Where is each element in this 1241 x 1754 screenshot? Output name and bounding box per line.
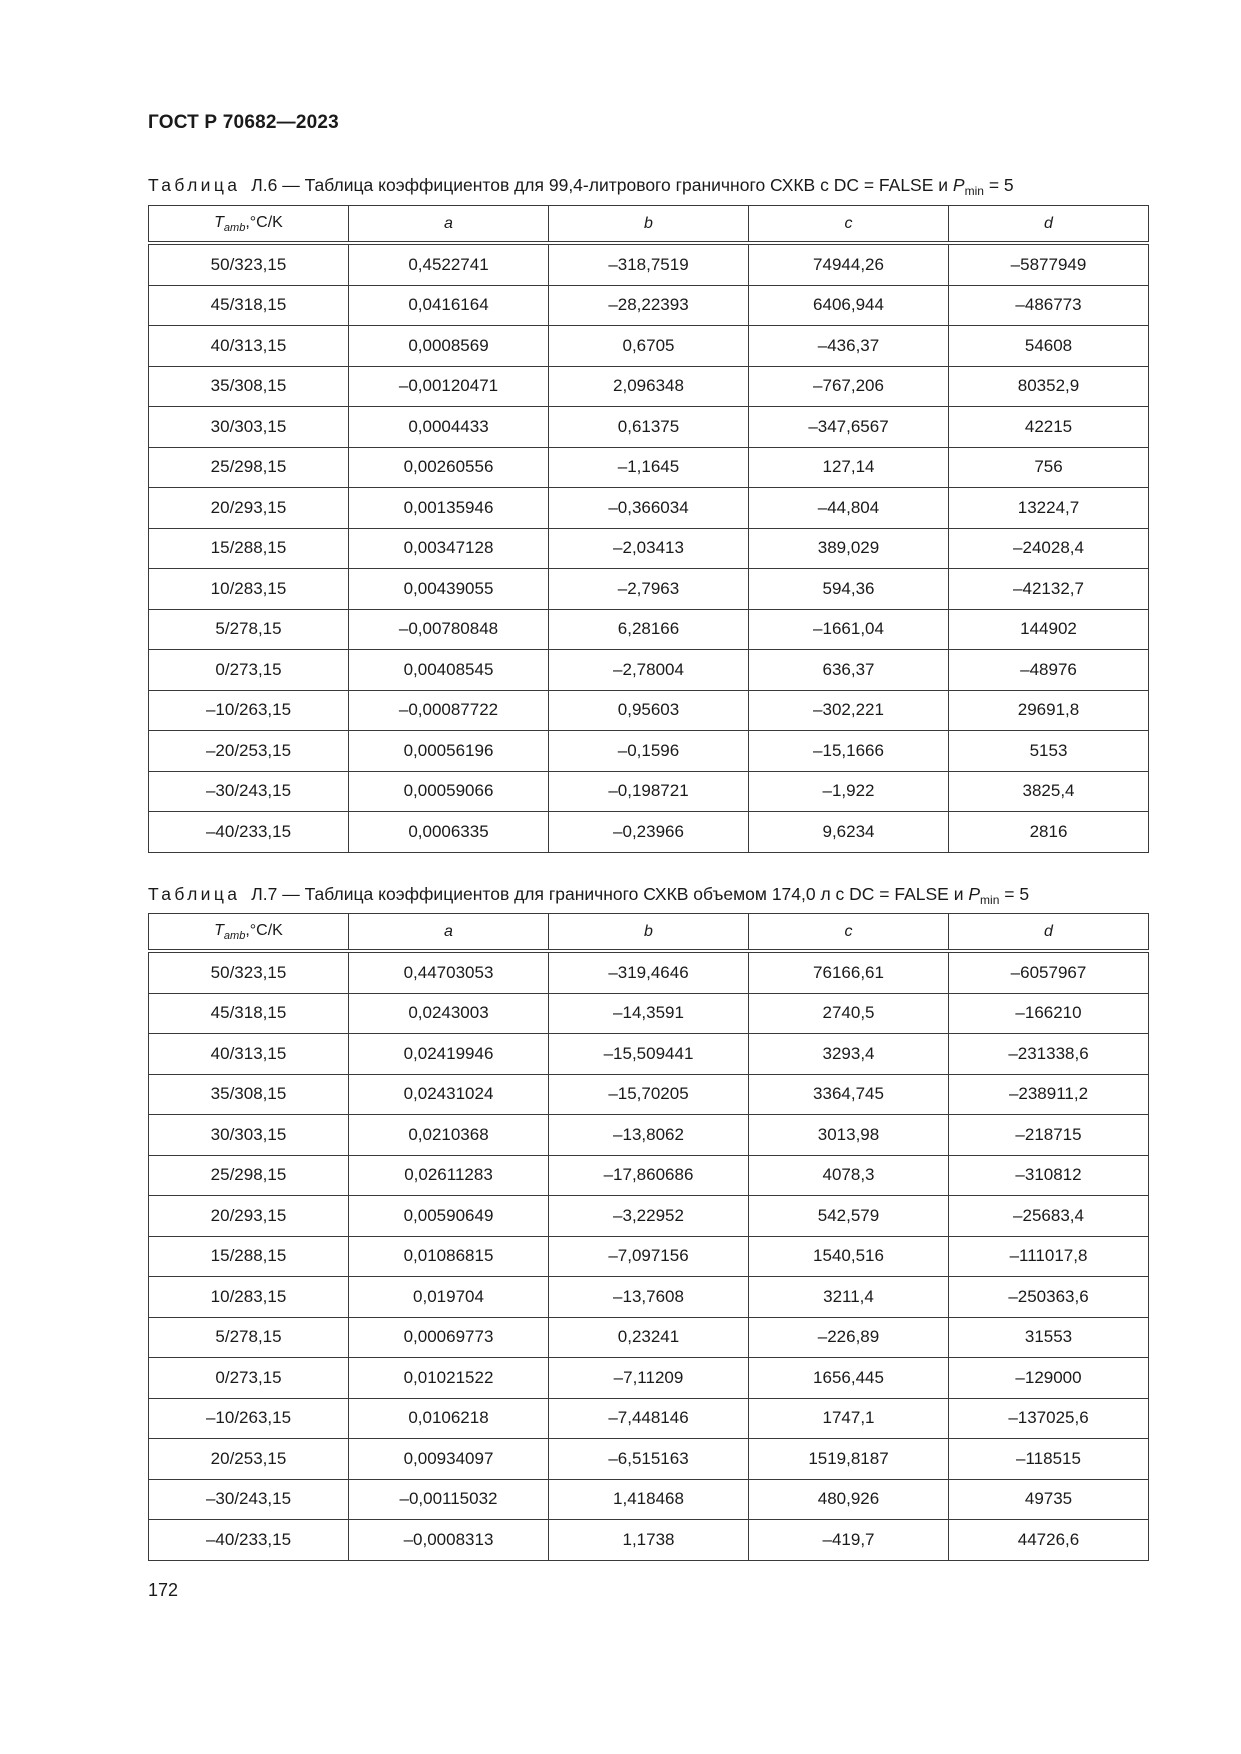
cell-temperature: 50/323,15 xyxy=(149,243,349,285)
cell-c: 6406,944 xyxy=(749,285,949,326)
caption-suffix: = 5 xyxy=(988,175,1014,195)
table-header-row xyxy=(149,206,1149,244)
cell-c: 1656,445 xyxy=(749,1358,949,1399)
header-temperature: $T_{amb},^\circ C/K$ xyxy=(149,914,349,952)
cell-temperature: –30/243,15 xyxy=(149,1479,349,1520)
table-row xyxy=(149,1358,1149,1399)
cell-a: 0,019704 xyxy=(349,1277,549,1318)
table-row xyxy=(149,1074,1149,1115)
table-header-row xyxy=(149,914,1149,952)
cell-d: –118515 xyxy=(949,1439,1149,1480)
table-row xyxy=(149,1034,1149,1075)
coefficient-table xyxy=(148,913,1149,1561)
cell-temperature: –20/253,15 xyxy=(149,731,349,772)
cell-b: –0,198721 xyxy=(549,771,749,812)
cell-b: 0,95603 xyxy=(549,690,749,731)
cell-a: 0,00439055 xyxy=(349,569,549,610)
table-row xyxy=(149,951,1149,993)
cell-temperature: 15/288,15 xyxy=(149,1236,349,1277)
cell-d: 2816 xyxy=(949,812,1149,853)
cell-b: 1,1738 xyxy=(549,1520,749,1561)
cell-d: 5153 xyxy=(949,731,1149,772)
cell-b: –15,509441 xyxy=(549,1034,749,1075)
cell-d: –250363,6 xyxy=(949,1277,1149,1318)
table-body xyxy=(149,951,1149,1560)
caption-suffix: = 5 xyxy=(1004,884,1030,904)
table-row xyxy=(149,1196,1149,1237)
cell-d: –42132,7 xyxy=(949,569,1149,610)
table-row xyxy=(149,1277,1149,1318)
cell-temperature: 20/293,15 xyxy=(149,1196,349,1237)
cell-temperature: –10/263,15 xyxy=(149,1398,349,1439)
cell-temperature: 35/308,15 xyxy=(149,1074,349,1115)
cell-b: 0,61375 xyxy=(549,407,749,448)
cell-c: 1747,1 xyxy=(749,1398,949,1439)
table-row xyxy=(149,1115,1149,1156)
cell-d: 29691,8 xyxy=(949,690,1149,731)
table-row xyxy=(149,1520,1149,1561)
table-row xyxy=(149,569,1149,610)
cell-b: –319,4646 xyxy=(549,951,749,993)
cell-temperature: 10/283,15 xyxy=(149,569,349,610)
caption-var: P xyxy=(968,884,981,904)
cell-temperature: 25/298,15 xyxy=(149,447,349,488)
cell-temperature: 35/308,15 xyxy=(149,366,349,407)
table-row xyxy=(149,731,1149,772)
cell-a: 0,00408545 xyxy=(349,650,549,691)
cell-a: 0,0106218 xyxy=(349,1398,549,1439)
cell-d: –137025,6 xyxy=(949,1398,1149,1439)
table-row xyxy=(149,243,1149,285)
cell-a: 0,00059066 xyxy=(349,771,549,812)
cell-d: –218715 xyxy=(949,1115,1149,1156)
cell-b: –2,03413 xyxy=(549,528,749,569)
table-row xyxy=(149,1236,1149,1277)
cell-temperature: 30/303,15 xyxy=(149,407,349,448)
cell-temperature: 5/278,15 xyxy=(149,1317,349,1358)
cell-a: –0,00780848 xyxy=(349,609,549,650)
cell-a: 0,0210368 xyxy=(349,1115,549,1156)
table-row xyxy=(149,1439,1149,1480)
cell-c: 594,36 xyxy=(749,569,949,610)
cell-temperature: –10/263,15 xyxy=(149,690,349,731)
cell-b: 2,096348 xyxy=(549,366,749,407)
caption-label: Таблица xyxy=(148,884,241,904)
table-row xyxy=(149,1317,1149,1358)
cell-temperature: 30/303,15 xyxy=(149,1115,349,1156)
header-d: d xyxy=(949,914,1149,952)
header-a: a xyxy=(349,914,549,952)
caption-var: P xyxy=(952,175,965,195)
table-caption xyxy=(148,175,1014,198)
cell-temperature: 45/318,15 xyxy=(149,285,349,326)
table-row xyxy=(149,690,1149,731)
cell-d: 756 xyxy=(949,447,1149,488)
cell-d: 49735 xyxy=(949,1479,1149,1520)
cell-c: 3211,4 xyxy=(749,1277,949,1318)
cell-a: 0,02419946 xyxy=(349,1034,549,1075)
table-row xyxy=(149,447,1149,488)
cell-temperature: 15/288,15 xyxy=(149,528,349,569)
cell-a: 0,01086815 xyxy=(349,1236,549,1277)
cell-c: 2740,5 xyxy=(749,993,949,1034)
cell-temperature: –30/243,15 xyxy=(149,771,349,812)
table-row xyxy=(149,1398,1149,1439)
cell-a: 0,00347128 xyxy=(349,528,549,569)
cell-c: 4078,3 xyxy=(749,1155,949,1196)
cell-b: –1,1645 xyxy=(549,447,749,488)
cell-temperature: 45/318,15 xyxy=(149,993,349,1034)
cell-b: –2,78004 xyxy=(549,650,749,691)
header-b: b xyxy=(549,914,749,952)
cell-b: –7,11209 xyxy=(549,1358,749,1399)
cell-c: 9,6234 xyxy=(749,812,949,853)
header-c: c xyxy=(749,206,949,244)
cell-d: 31553 xyxy=(949,1317,1149,1358)
coefficient-table xyxy=(148,205,1149,853)
cell-b: –7,448146 xyxy=(549,1398,749,1439)
cell-temperature: 50/323,15 xyxy=(149,951,349,993)
cell-b: –3,22952 xyxy=(549,1196,749,1237)
cell-a: 0,4522741 xyxy=(349,243,549,285)
cell-a: 0,00590649 xyxy=(349,1196,549,1237)
table-row xyxy=(149,528,1149,569)
document-header: ГОСТ Р 70682—2023 xyxy=(148,112,339,133)
caption-number: Л.7 xyxy=(251,884,278,904)
table-row xyxy=(149,1479,1149,1520)
cell-a: 0,00069773 xyxy=(349,1317,549,1358)
cell-a: 0,02431024 xyxy=(349,1074,549,1115)
cell-c: 480,926 xyxy=(749,1479,949,1520)
cell-a: 0,00934097 xyxy=(349,1439,549,1480)
cell-d: –166210 xyxy=(949,993,1149,1034)
cell-c: 1540,516 xyxy=(749,1236,949,1277)
caption-label: Таблица xyxy=(148,175,241,195)
cell-a: 0,0243003 xyxy=(349,993,549,1034)
table-row xyxy=(149,1155,1149,1196)
cell-c: 127,14 xyxy=(749,447,949,488)
cell-c: –15,1666 xyxy=(749,731,949,772)
cell-a: 0,02611283 xyxy=(349,1155,549,1196)
cell-d: –5877949 xyxy=(949,243,1149,285)
cell-c: 389,029 xyxy=(749,528,949,569)
page-number: 172 xyxy=(148,1580,179,1600)
cell-temperature: –40/233,15 xyxy=(149,812,349,853)
cell-a: –0,00120471 xyxy=(349,366,549,407)
table-row xyxy=(149,488,1149,529)
cell-c: –347,6567 xyxy=(749,407,949,448)
cell-d: –231338,6 xyxy=(949,1034,1149,1075)
caption-var-sub: min xyxy=(980,893,1000,907)
cell-d: 44726,6 xyxy=(949,1520,1149,1561)
cell-temperature: 20/253,15 xyxy=(149,1439,349,1480)
cell-a: 0,01021522 xyxy=(349,1358,549,1399)
header-b: b xyxy=(549,206,749,244)
cell-b: –2,7963 xyxy=(549,569,749,610)
cell-c: –1661,04 xyxy=(749,609,949,650)
table-row xyxy=(149,366,1149,407)
cell-b: 6,28166 xyxy=(549,609,749,650)
cell-d: –310812 xyxy=(949,1155,1149,1196)
cell-c: –767,206 xyxy=(749,366,949,407)
caption-number: Л.6 xyxy=(251,175,278,195)
cell-b: –6,515163 xyxy=(549,1439,749,1480)
header-temperature: $T_{amb},^\circ C/K$ xyxy=(149,206,349,244)
cell-b: –318,7519 xyxy=(549,243,749,285)
cell-b: 0,6705 xyxy=(549,326,749,367)
table-row xyxy=(149,650,1149,691)
cell-c: 3013,98 xyxy=(749,1115,949,1156)
cell-a: 0,44703053 xyxy=(349,951,549,993)
cell-b: 0,23241 xyxy=(549,1317,749,1358)
cell-temperature: 0/273,15 xyxy=(149,1358,349,1399)
cell-b: –0,23966 xyxy=(549,812,749,853)
cell-a: 0,0416164 xyxy=(349,285,549,326)
cell-temperature: 40/313,15 xyxy=(149,1034,349,1075)
cell-a: 0,00135946 xyxy=(349,488,549,529)
cell-d: 144902 xyxy=(949,609,1149,650)
cell-b: –15,70205 xyxy=(549,1074,749,1115)
cell-a: 0,0006335 xyxy=(349,812,549,853)
cell-c: 636,37 xyxy=(749,650,949,691)
cell-d: 13224,7 xyxy=(949,488,1149,529)
cell-b: –7,097156 xyxy=(549,1236,749,1277)
cell-c: –419,7 xyxy=(749,1520,949,1561)
cell-c: –302,221 xyxy=(749,690,949,731)
cell-d: –486773 xyxy=(949,285,1149,326)
header-d: d xyxy=(949,206,1149,244)
cell-d: 80352,9 xyxy=(949,366,1149,407)
cell-a: –0,0008313 xyxy=(349,1520,549,1561)
cell-temperature: 5/278,15 xyxy=(149,609,349,650)
cell-d: 3825,4 xyxy=(949,771,1149,812)
cell-c: –226,89 xyxy=(749,1317,949,1358)
cell-b: –13,8062 xyxy=(549,1115,749,1156)
cell-a: 0,0008569 xyxy=(349,326,549,367)
header-c: c xyxy=(749,914,949,952)
table-row xyxy=(149,993,1149,1034)
cell-d: –6057967 xyxy=(949,951,1149,993)
cell-a: 0,00260556 xyxy=(349,447,549,488)
cell-a: –0,00115032 xyxy=(349,1479,549,1520)
cell-temperature: 0/273,15 xyxy=(149,650,349,691)
cell-temperature: 25/298,15 xyxy=(149,1155,349,1196)
caption-text: — Таблица коэффициентов для граничного СХКВ объемом 174,0 л с DC = FALSE и xyxy=(282,884,964,904)
cell-c: –436,37 xyxy=(749,326,949,367)
cell-d: 42215 xyxy=(949,407,1149,448)
cell-b: –13,7608 xyxy=(549,1277,749,1318)
cell-d: –111017,8 xyxy=(949,1236,1149,1277)
cell-b: –0,366034 xyxy=(549,488,749,529)
cell-temperature: 10/283,15 xyxy=(149,1277,349,1318)
cell-c: 3293,4 xyxy=(749,1034,949,1075)
cell-d: –238911,2 xyxy=(949,1074,1149,1115)
cell-c: 76166,61 xyxy=(749,951,949,993)
header-a: a xyxy=(349,206,549,244)
cell-d: 54608 xyxy=(949,326,1149,367)
cell-c: 3364,745 xyxy=(749,1074,949,1115)
cell-a: –0,00087722 xyxy=(349,690,549,731)
table-row xyxy=(149,771,1149,812)
cell-temperature: –40/233,15 xyxy=(149,1520,349,1561)
cell-temperature: 40/313,15 xyxy=(149,326,349,367)
cell-d: –25683,4 xyxy=(949,1196,1149,1237)
cell-c: –44,804 xyxy=(749,488,949,529)
cell-c: 542,579 xyxy=(749,1196,949,1237)
cell-a: 0,0004433 xyxy=(349,407,549,448)
table-row xyxy=(149,407,1149,448)
table-row xyxy=(149,812,1149,853)
cell-d: –48976 xyxy=(949,650,1149,691)
cell-d: –129000 xyxy=(949,1358,1149,1399)
cell-b: –0,1596 xyxy=(549,731,749,772)
cell-a: 0,00056196 xyxy=(349,731,549,772)
cell-b: –17,860686 xyxy=(549,1155,749,1196)
table-row xyxy=(149,285,1149,326)
table-body xyxy=(149,243,1149,852)
cell-b: –14,3591 xyxy=(549,993,749,1034)
cell-d: –24028,4 xyxy=(949,528,1149,569)
cell-b: 1,418468 xyxy=(549,1479,749,1520)
table-row xyxy=(149,609,1149,650)
cell-c: 1519,8187 xyxy=(749,1439,949,1480)
cell-c: 74944,26 xyxy=(749,243,949,285)
cell-temperature: 20/293,15 xyxy=(149,488,349,529)
caption-var-sub: min xyxy=(964,184,984,198)
cell-c: –1,922 xyxy=(749,771,949,812)
table-row xyxy=(149,326,1149,367)
table-caption xyxy=(148,884,1029,907)
caption-text: — Таблица коэффициентов для 99,4-литрового граничного СХКВ с DC = FALSE и xyxy=(282,175,949,195)
cell-b: –28,22393 xyxy=(549,285,749,326)
